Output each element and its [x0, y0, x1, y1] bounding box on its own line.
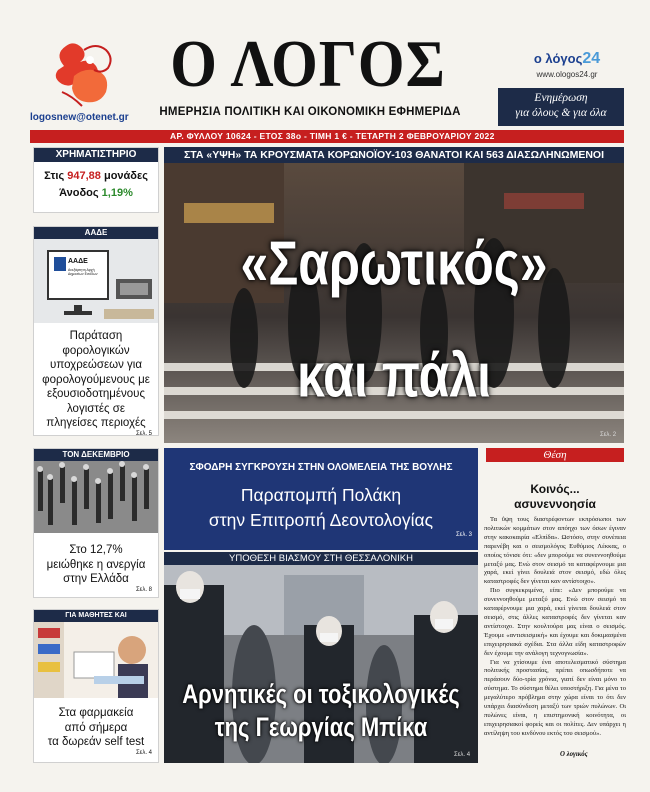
aade-line: εξουσιοδοτημένους	[46, 388, 145, 400]
selftest-header: ΓΙΑ ΜΑΘΗΤΕΣ ΚΑΙ	[34, 610, 158, 622]
parliament-headline-line-2: στην Επιτροπή Δεοντολογίας	[208, 510, 434, 530]
opinion-signature: Ο λογικός	[560, 751, 588, 758]
unemployment-header: ΤΟΝ ΔΕΚΕΜΒΡΙΟ	[34, 449, 158, 461]
opinion-paragraph: Για να χτίσουμε ένα αποτελεσματικό σύστημα πολιτικής προστασίας, πρέπει οπωσδήποτε να περάσουν δύο-τρία χρόνια, γιατί δεν είναι μόνο το σύστημα. Το σύστημα θέλει υποστήριξη. Για μένα το μεγαλύτερο πρόβλημα στην χώρα είναι το ότι δεν υπάρχει διασύνδεση μεταξύ των τριών πυλώνων. Οι πυλώνες είναι, η επιστημονική κοινότητα, οι επιχειρησιακοί φορείς και οι πολίτες. Δεν υπάρχει η αντίληψη του κινδύνου εκτός του σεισμού».	[484, 658, 626, 737]
site-tagline-line-1: Ενημέρωση	[534, 92, 588, 104]
newspaper-logo-illustration	[44, 36, 126, 112]
thessaloniki-headline-line-1: Αρνητικές οι τοξικολογικές	[182, 679, 460, 709]
aade-line: υποχρεώσεων για	[50, 359, 142, 371]
selftest-line: από σήμερα	[64, 721, 128, 734]
opinion-body	[484, 516, 626, 739]
aade-header: ΑΑΔΕ	[34, 227, 158, 239]
opinion-title-line-1: Κοινός...	[530, 482, 580, 496]
parliament-page-ref: Σελ. 3	[455, 532, 472, 538]
aade-text	[34, 329, 158, 431]
thessaloniki-kicker: ΥΠΟΘΕΣΗ ΒΙΑΣΜΟΥ ΣΤΗ ΘΕΣΣΑΛΟΝΙΚΗ	[164, 552, 478, 565]
aade-photo	[34, 239, 158, 323]
opinion-header: Θέση	[486, 448, 624, 462]
unemployment-photo	[34, 461, 158, 533]
newspaper-title: Ο ΛΟΓΟΣ	[170, 26, 446, 101]
selftest-text	[34, 706, 158, 750]
site-url: www.ologos24.gr	[536, 70, 598, 79]
thessaloniki-headline-line-2: της Γεωργίας Μπίκα	[214, 712, 428, 742]
opinion-title-line-2: ασυνεννοησία	[514, 497, 596, 511]
market-index-line	[34, 170, 158, 182]
selftest-photo	[34, 622, 158, 698]
selftest-box	[33, 609, 159, 763]
newspaper-subtitle: ΗΜΕΡΗΣΙΑ ΠΟΛΙΤΙΚΗ ΚΑΙ ΟΙΚΟΝΟΜΙΚΗ ΕΦΗΜΕΡΙΔΑ	[159, 106, 461, 118]
contact-email: logosnew@otenet.gr	[30, 112, 129, 123]
main-page-ref: Σελ. 2	[600, 432, 617, 438]
unemployment-box	[33, 448, 159, 598]
site-tagline-box	[498, 88, 624, 126]
ologos24-brand	[508, 50, 626, 79]
selftest-page: Σελ. 4	[135, 749, 152, 756]
aade-line: Παράταση	[69, 330, 123, 342]
aade-page: Σελ. 5	[135, 430, 152, 437]
opinion-paragraph: Πιο συγκεκριμένα, είπε: «Δεν μπορούμε να συνεννοηθούμε μεταξύ μας. Ενώ στον σεισμό τα καταφέρνουμε μια χαρά, εκεί γίνεται δουλειά στον σεισμό, στις άλλες καταστροφές δεν γίνεται καν αντίστοιχο. Στην κουλτούρα μας είναι ο σεισμός. Έχουμε «αντισεισμική» και έχουμε και δοκιμασμένα επιχειρησιακά σχέδια. Στα άλλα είδη καταστροφών δεν έχουμε την ανάλογη τεχνογνωσία».	[484, 587, 626, 657]
opinion-paragraph: Τα ΰψη τους διαστρέφοντων εκπρόσωποι των πολιτικών κομμάτων στον απόηχο των όσων έγιναν στην κακοκαιρία «Ελπίδα». Ωστόσο, στην συνέπεια παρενέβη και ο σεισμολόγος Ευθύμιος Λέκκας, ο οποίος τόνισε ότι: «δεν μπορούμε να συνεννοηθούμε μεταξύ μας. Ενώ στον σεισμό τα καταφέρνουμε μια χαρά, εκεί γίνει δουλειά στον σεισμό, εδώ όλες καταστροφές δεν γίνεται καν αντίστοιχο».	[484, 516, 626, 586]
aade-line: λογιστές σε	[66, 402, 125, 415]
unemployment-line: μειώθηκε η ανεργία	[46, 558, 146, 571]
covid-strip: ΣΤΑ «ΥΨΗ» ΤΑ ΚΡΟΥΣΜΑΤΑ ΚΟΡΩΝΟΪΟΥ-103 ΘΑΝΑΤΟΙ ΚΑΙ 563 ΔΙΑΣΩΛΗΝΩΜΕΝΟΙ	[164, 147, 624, 163]
main-headline-line-1: «Σαρωτικός»	[240, 228, 548, 298]
market-box	[33, 147, 159, 213]
unemployment-page: Σελ. 8	[135, 586, 152, 593]
site-brand: ο λόγος	[533, 51, 583, 66]
issue-info-bar: ΑΡ. ΦΥΛΛΟΥ 10624 - ΕΤΟΣ 38ο - ΤΙΜΗ 1 € - ΤΕΤΑΡΤΗ 2 ΦΕΒΡΟΥΑΡΙΟΥ 2022	[30, 130, 624, 143]
market-change-value: 1,19%	[101, 187, 133, 199]
parliament-kicker: ΣΦΟΔΡΗ ΣΥΓΚΡΟΥΣΗ ΣΤΗΝ ΟΛΟΜΕΛΕΙΑ ΤΗΣ ΒΟΥΛΗΣ	[189, 462, 453, 473]
market-index-value: 947,88	[67, 170, 101, 182]
main-headline-line-2: και πάλι	[296, 340, 492, 410]
market-header: ΧΡΗΜΑΤΙΣΤΗΡΙΟ	[34, 148, 158, 162]
aade-box	[33, 226, 159, 436]
selftest-line: Στα φαρμακεία	[58, 707, 134, 719]
aade-line: φορολογούμενους με	[42, 373, 150, 386]
aade-screen-title: ΑΑΔΕ	[68, 258, 88, 265]
market-change-line	[34, 187, 158, 199]
unemployment-text	[34, 543, 158, 587]
aade-screen-subtitle: Ανεξάρτητη Αρχή Δημοσίων Εσόδων	[68, 268, 98, 276]
parliament-headline-line-1: Παραπομπή Πολάκη	[240, 485, 402, 505]
aade-line: πληγείσες περιοχές	[46, 417, 146, 429]
unemployment-line: στην Ελλάδα	[63, 573, 129, 585]
market-line1-suffix: μονάδες	[103, 170, 148, 182]
site-tagline-line-2: για όλους & για όλα	[515, 107, 607, 119]
market-change-label: Άνοδος	[59, 187, 99, 199]
selftest-line: τα δωρεάν self test	[47, 736, 145, 748]
thessaloniki-page-ref: Σελ. 4	[454, 752, 471, 758]
market-line1-prefix: Στις	[44, 170, 65, 182]
aade-line: φορολογικών	[62, 344, 130, 357]
parliament-box	[164, 448, 478, 550]
unemployment-line: Στο 12,7%	[69, 544, 123, 556]
site-brand-suffix: 24	[582, 50, 601, 67]
